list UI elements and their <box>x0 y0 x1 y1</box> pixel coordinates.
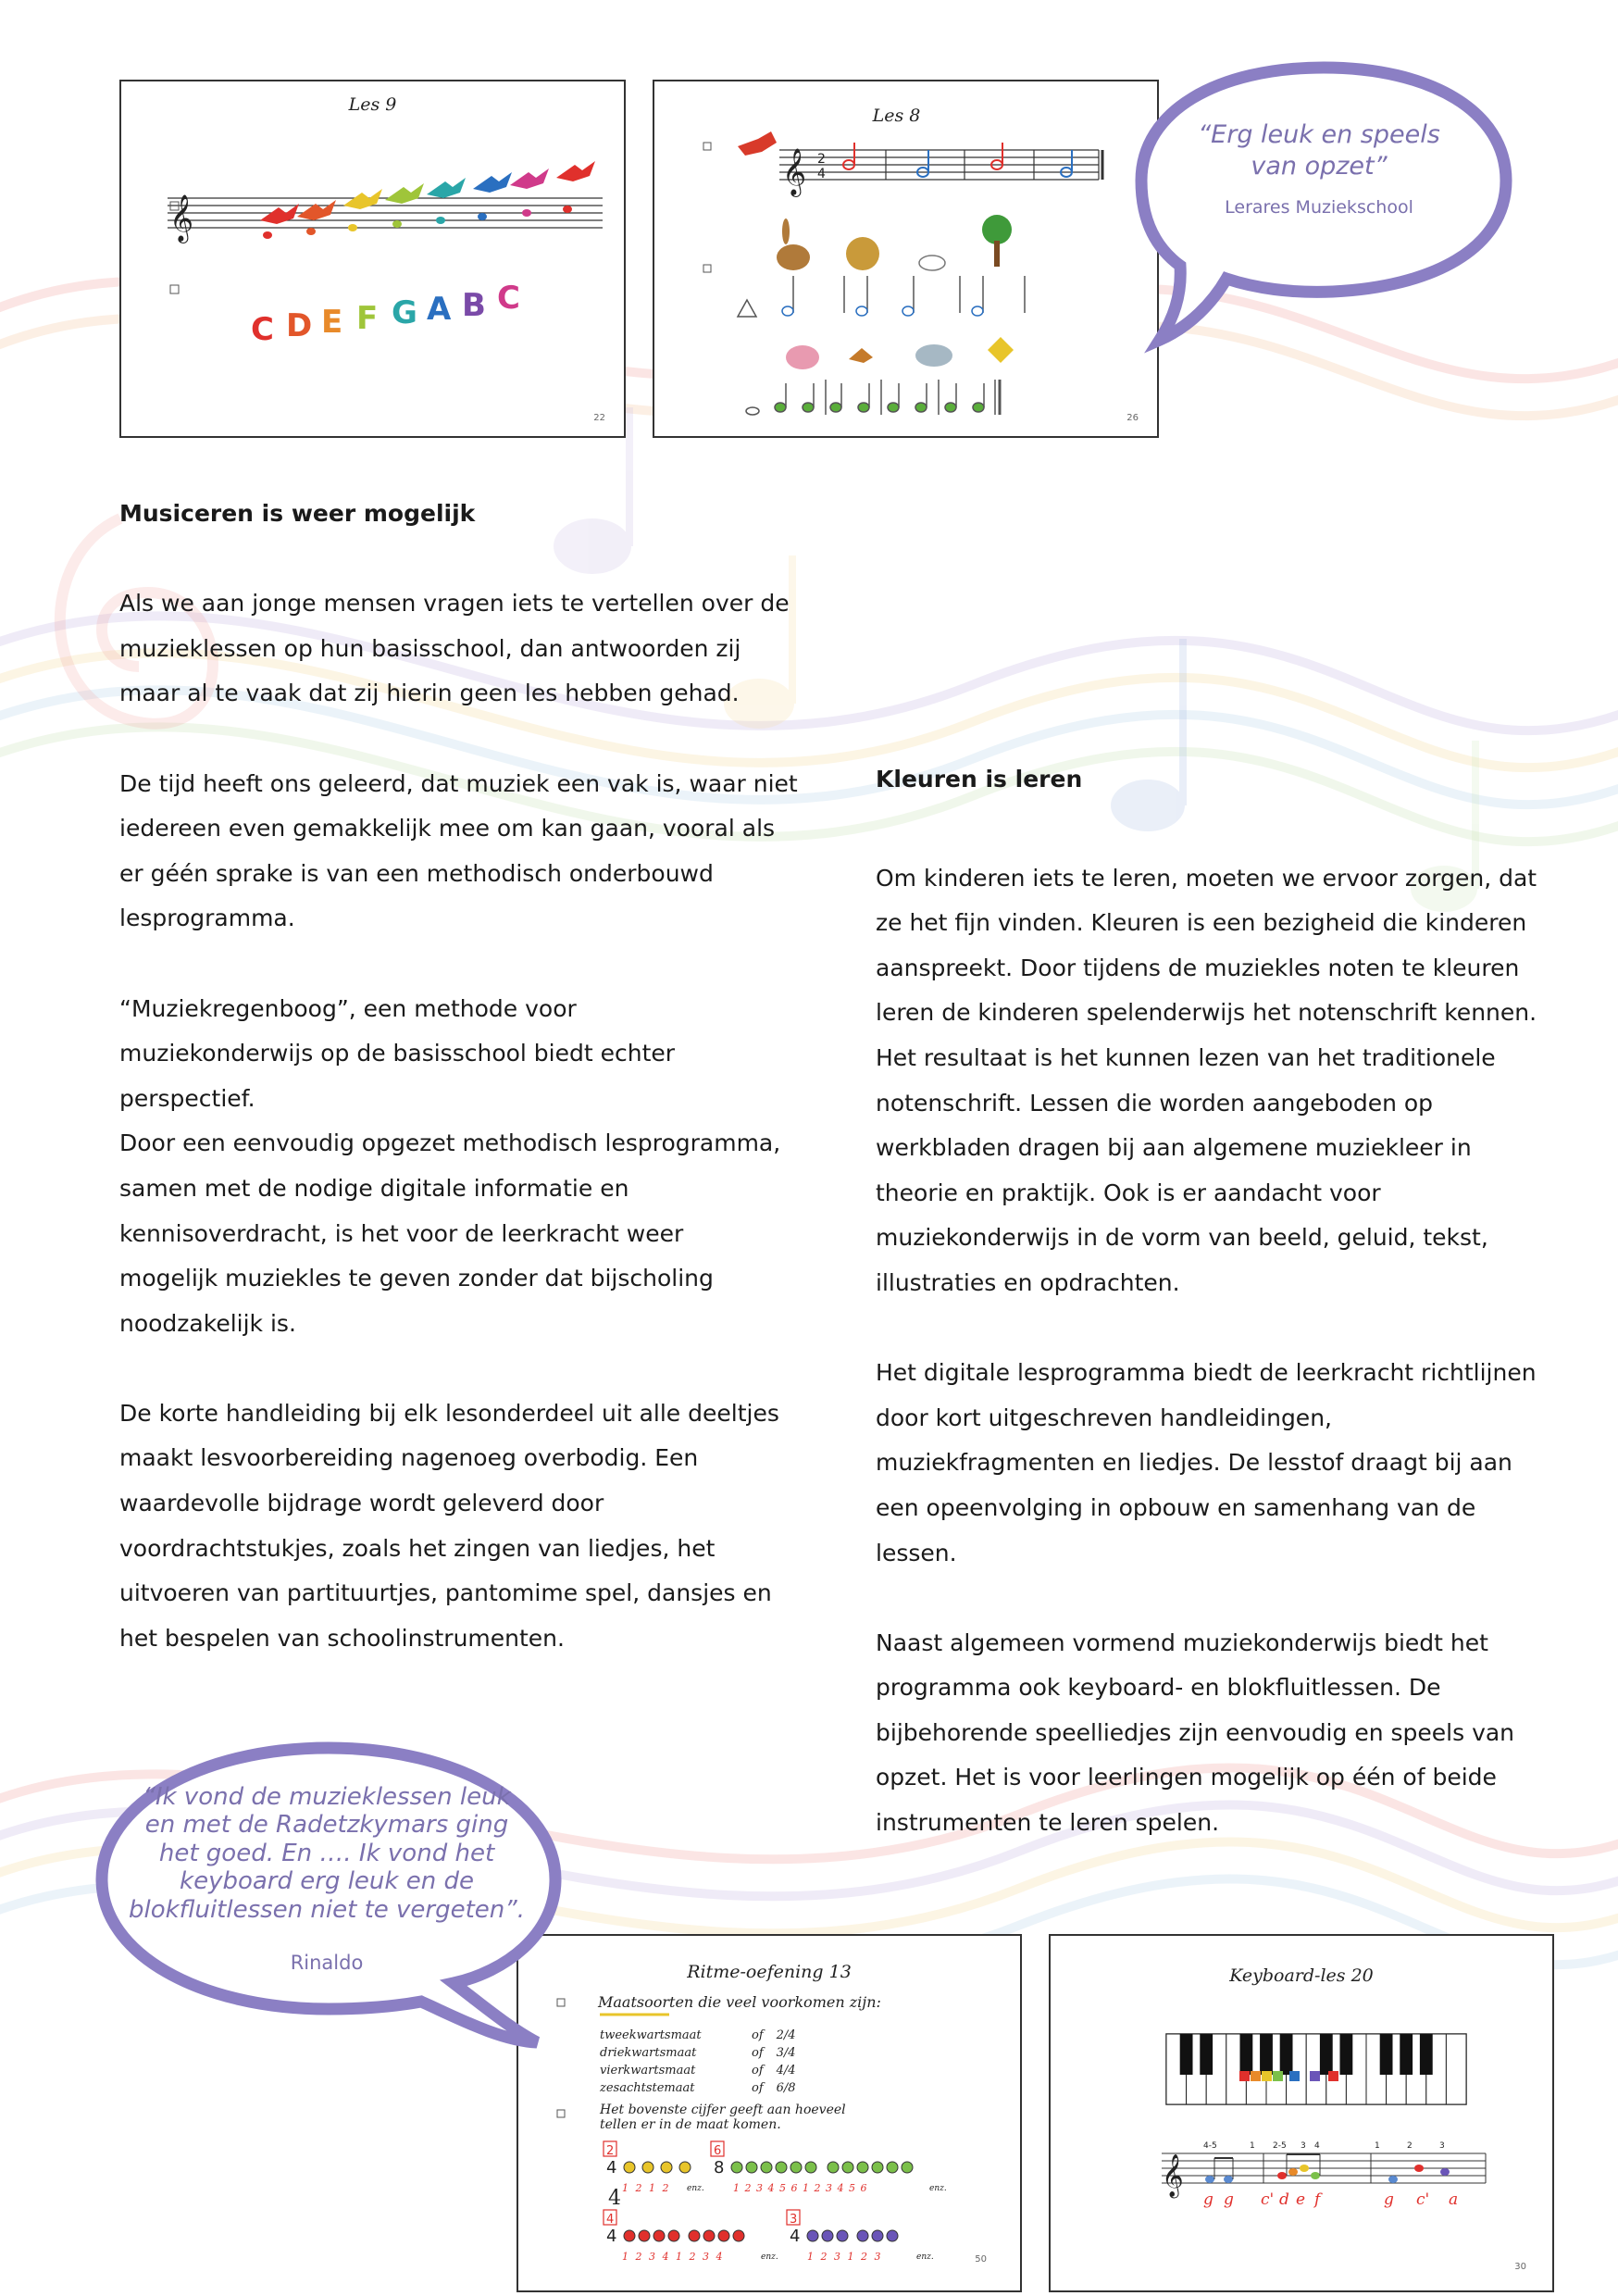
thumbnail-title: Les 9 <box>348 94 397 115</box>
finger-number: 2-5 <box>1273 2141 1287 2151</box>
meter-row <box>600 2062 796 2079</box>
meter-of: of <box>752 2046 764 2060</box>
svg-text:4: 4 <box>606 2213 615 2227</box>
black-key <box>1339 2034 1352 2075</box>
svg-text:4: 4 <box>817 167 826 181</box>
finger-number: 1 <box>1250 2141 1255 2151</box>
finger-number: 3 <box>1439 2141 1445 2151</box>
note-name: e <box>1296 2190 1306 2209</box>
note-name: g <box>1203 2190 1214 2209</box>
enz-label: enz. <box>916 2252 934 2262</box>
meter-row <box>600 2044 796 2062</box>
paragraph: De korte handleiding bij elk lesonderdeel uit alle deeltjes maakt lesvoorbereiding nagenoeg overbodig. Een waardevolle bijdrage wordt geleverd door voordrachtstukjes, zoals het zingen van liedjes, het uitvoeren van partituurtjes, pantomime spel, dansjes en het bespelen van schoolinstrumenten. <box>119 1399 779 1652</box>
black-key <box>1260 2034 1273 2075</box>
svg-text:8: 8 <box>714 2158 725 2177</box>
note-letters-row <box>251 267 556 350</box>
les8-staff-illustration <box>654 81 1157 436</box>
thumbnail-page-number: 50 <box>975 2254 987 2265</box>
meter-fraction: 2/4 <box>776 2028 796 2042</box>
svg-text:𝄞: 𝄞 <box>782 148 807 195</box>
note-letter: C <box>497 280 520 317</box>
thumbnail-title: Les 8 <box>872 106 921 126</box>
thumbnail-les-9 <box>119 80 626 438</box>
note-letter: B <box>462 287 486 324</box>
ritme-line-1 <box>598 1993 881 2011</box>
quote-text: “Ik vond de muzieklessen leuk en met de Radetzkymars ging het goed. En …. Ik vond het keyboard erg leuk en de blokfluitlessen niet te vergeten”. <box>128 1783 526 1924</box>
paragraph: Om kinderen iets te leren, moeten we ervoor zorgen, dat ze het fijn vinden. Kleuren is een bezigheid die kinderen aanspreekt. Door tijdens de muziekles noten te kleuren leren de kinderen spelenderwijs het notenschrift kennen. Het resultaat is het kunnen lezen van het traditionele notenschrift. Lessen die worden aangeboden op werkbladen dragen bij aan algemene muziekleer in theorie en praktijk. Ook is er aandacht voor muziekonderwijs in de vorm van beeld, geluid, tekst, illustraties en opdrachten. <box>876 864 1537 1296</box>
note-name: g <box>1384 2190 1394 2209</box>
quote-attribution: Lerares Muziekschool <box>1225 197 1413 218</box>
black-key <box>1380 2034 1393 2075</box>
count-row: 1 2 3 4 1 2 3 4 <box>622 2251 725 2263</box>
thumbnail-page-number: 30 <box>1514 2262 1526 2272</box>
note-name: c' <box>1416 2190 1430 2209</box>
section-heading-kleuren: Kleuren is leren <box>876 766 1083 792</box>
svg-text:2: 2 <box>606 2144 615 2158</box>
enz-label: enz. <box>929 2184 947 2193</box>
svg-text:2: 2 <box>817 152 826 167</box>
ritme-line-2b: tellen er in de maat komen. <box>600 2117 781 2132</box>
quote-bubble-bottom <box>93 1741 574 2074</box>
paragraph: Door een eenvoudig opgezet methodisch lesprogramma, samen met de nodige digitale informatie en kennisoverdracht, is het voor de leerkracht weer mogelijk muziekles te geven zonder dat bijscholing noodzakelijk is. <box>119 1129 781 1337</box>
meter-of: of <box>752 2064 764 2078</box>
note-letter: D <box>286 307 313 344</box>
thumbnail-title: Keyboard-les 20 <box>1229 1965 1374 1986</box>
svg-text:4: 4 <box>606 2158 617 2177</box>
ritme-line-1-rest: die veel voorkomen zijn: <box>698 1993 881 2011</box>
thumbnail-ritme-oefening-13 <box>517 1934 1022 2292</box>
note-letter: G <box>392 294 417 331</box>
keyboard-illustration <box>1051 1936 1552 2290</box>
section-heading-musiceren: Musiceren is weer mogelijk <box>119 500 476 527</box>
white-key <box>1446 2034 1466 2104</box>
meter-of: of <box>752 2081 764 2095</box>
meter-row <box>600 2079 796 2097</box>
meter-fraction: 4/4 <box>776 2064 796 2078</box>
black-key <box>1280 2034 1293 2075</box>
note-name: d <box>1279 2190 1289 2209</box>
note-name: a <box>1449 2190 1459 2209</box>
note-letter: C <box>251 311 274 348</box>
note-letter: E <box>321 304 343 341</box>
quote-text: “Erg leuk en speels van opzet” <box>1198 120 1440 181</box>
count-row: 1 2 1 2 <box>622 2182 671 2194</box>
meter-name: tweekwartsmaat <box>600 2028 702 2042</box>
meter-of: of <box>752 2028 764 2042</box>
meter-fraction: 6/8 <box>776 2081 796 2095</box>
black-key <box>1200 2034 1213 2075</box>
count-row: 1 2 3 4 5 6 1 2 3 4 5 6 <box>733 2182 868 2194</box>
enz-label: enz. <box>761 2252 778 2262</box>
finger-number: 4 <box>1314 2141 1320 2151</box>
enz-label: enz. <box>687 2184 704 2193</box>
note-name: g <box>1224 2190 1234 2209</box>
thumbnail-page-number: 26 <box>1126 413 1139 423</box>
svg-text:6: 6 <box>714 2144 722 2158</box>
svg-text:𝄞: 𝄞 <box>169 194 194 242</box>
black-key <box>1400 2034 1413 2075</box>
svg-text:4: 4 <box>606 2227 617 2246</box>
black-key <box>1420 2034 1433 2075</box>
note-letter: A <box>427 291 452 328</box>
paragraph: De tijd heeft ons geleerd, dat muziek een vak is, waar niet iedereen even gemakkelijk mee om kan gaan, vooral als er géén sprake is van een methodisch onderbouwd lesprogramma. <box>119 769 798 932</box>
paragraph: Als we aan jonge mensen vragen iets te vertellen over de muzieklessen op hun basisschool, dan antwoorden zij maar al te vaak dat zij hierin geen les hebben gehad. <box>119 590 790 707</box>
meter-name: driekwartsmaat <box>600 2046 697 2060</box>
thumbnail-les-8 <box>653 80 1159 438</box>
black-key <box>1239 2034 1252 2075</box>
ritme-underlined-term: Maatsoorten <box>598 1993 694 2011</box>
quote-attribution: Rinaldo <box>290 1952 364 1974</box>
meter-row <box>600 2027 796 2044</box>
meter-name: vierkwartsmaat <box>600 2064 696 2078</box>
black-key <box>1180 2034 1193 2075</box>
finger-number: 2 <box>1407 2141 1413 2151</box>
svg-text:3: 3 <box>790 2213 798 2227</box>
note-letter: F <box>356 300 379 337</box>
thumbnail-keyboard-les-20 <box>1049 1934 1554 2292</box>
paragraph: Het digitale lesprogramma biedt de leerkracht richtlijnen door kort uitgeschreven handleidingen, muziekfragmenten en liedjes. De lesstof draagt bij aan een opeenvolging in opbouw en samenhang van de lessen. <box>876 1359 1537 1566</box>
meter-fraction: 3/4 <box>776 2046 796 2060</box>
note-name: c' <box>1261 2190 1275 2209</box>
finger-number: 4-5 <box>1203 2141 1217 2151</box>
finger-number: 3 <box>1301 2141 1306 2151</box>
les9-staff-illustration <box>121 81 624 436</box>
left-column <box>119 492 804 1661</box>
right-column <box>876 757 1551 1846</box>
paragraph: Naast algemeen vormend muziekonderwijs biedt het programma ook keyboard- en blokfluitlessen. De bijbehorende speelliedjes zijn eenvoudig en speels van opzet. Het is voor leerlingen mogelijk op één of beide instrumenten te leren spelen. <box>876 1628 1515 1837</box>
meter-name: zesachtstemaat <box>600 2081 695 2095</box>
finger-number: 1 <box>1375 2141 1380 2151</box>
paragraph: “Muziekregenboog”, een methode voor muziekonderwijs op de basisschool biedt echter perspectief. <box>119 994 676 1112</box>
count-row: 1 2 3 1 2 3 <box>807 2251 883 2263</box>
svg-text:4: 4 <box>608 2187 621 2210</box>
thumbnail-title: Ritme-oefening 13 <box>687 1962 852 1982</box>
svg-text:4: 4 <box>790 2227 801 2246</box>
note-name: f <box>1314 2190 1321 2209</box>
black-key <box>1320 2034 1333 2075</box>
quote-bubble-top <box>1134 60 1513 347</box>
meter-list <box>600 2027 796 2097</box>
thumbnail-page-number: 22 <box>593 413 605 423</box>
svg-text:𝄞: 𝄞 <box>1162 2154 1184 2197</box>
ritme-line-2a: Het bovenste cijfer geeft aan hoeveel <box>600 2103 846 2117</box>
